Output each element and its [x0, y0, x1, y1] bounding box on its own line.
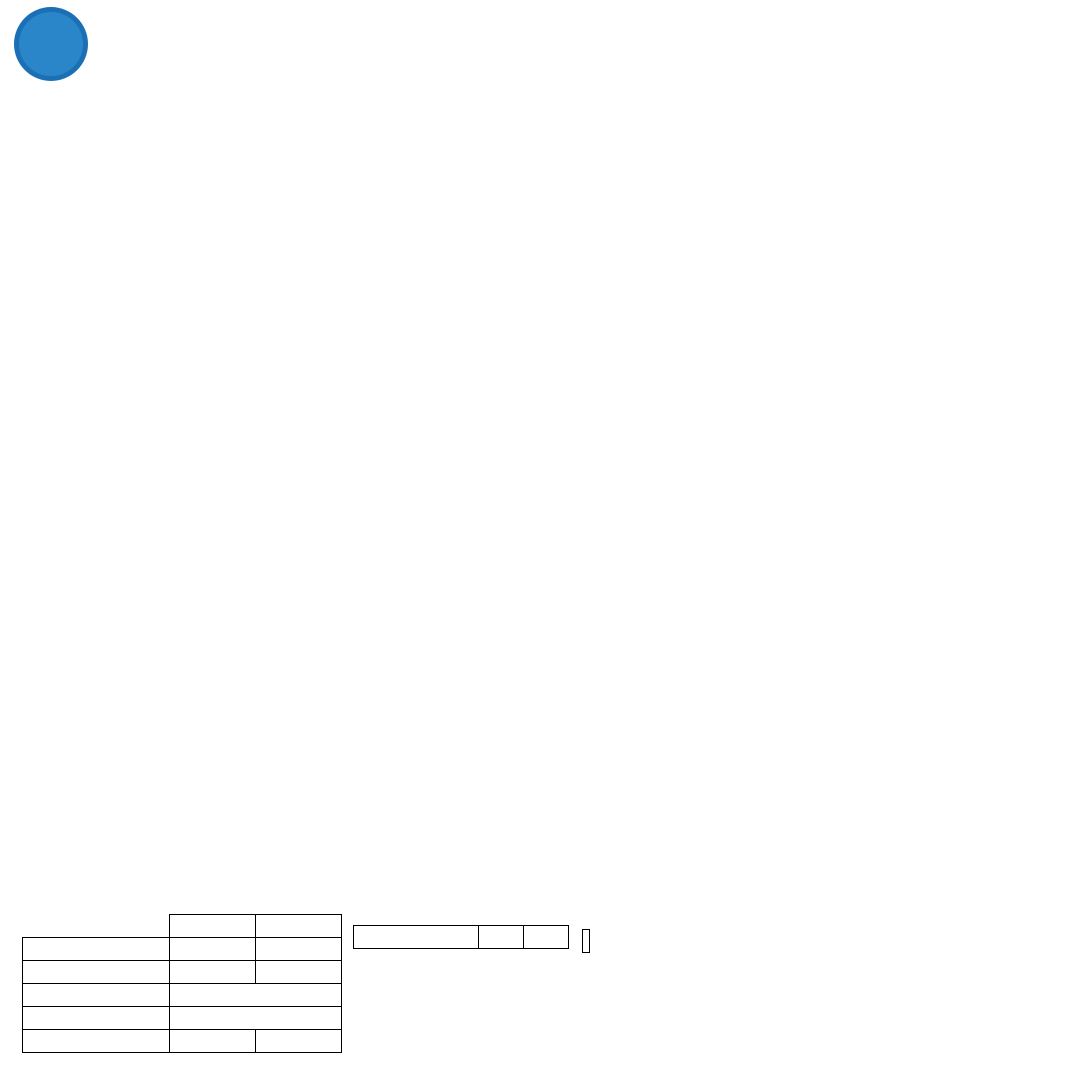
points-from-col-uva — [524, 926, 569, 949]
period-scoring-title — [583, 930, 590, 953]
points-from-title — [354, 926, 479, 949]
points-from-col-wyo — [479, 926, 524, 949]
leads-col-wyo — [169, 915, 255, 938]
lead-changes-value — [169, 984, 341, 1007]
scoring-run-uva — [255, 961, 341, 984]
leads-table — [22, 914, 342, 1053]
biggest-lead-wyo — [169, 938, 255, 961]
ncaa-logo — [4, 6, 98, 82]
biggest-lead-uva — [255, 938, 341, 961]
time-with-lead-uva — [255, 1030, 341, 1053]
lead-changes-row — [23, 984, 342, 1007]
scoring-run-row — [23, 961, 342, 984]
leads-table-wrap — [22, 914, 342, 1053]
time-with-lead-wyo — [169, 1030, 255, 1053]
time-with-lead-row — [23, 1030, 342, 1053]
leads-col-uva — [255, 915, 341, 938]
points-from-wrap — [353, 925, 569, 949]
period-scoring-wrap — [582, 929, 590, 953]
biggest-lead-row — [23, 938, 342, 961]
period-scoring-table — [582, 929, 590, 953]
scoring-run-wyo — [169, 961, 255, 984]
times-tied-row — [23, 1007, 342, 1030]
times-tied-value — [169, 1007, 341, 1030]
points-from-table — [353, 925, 569, 949]
